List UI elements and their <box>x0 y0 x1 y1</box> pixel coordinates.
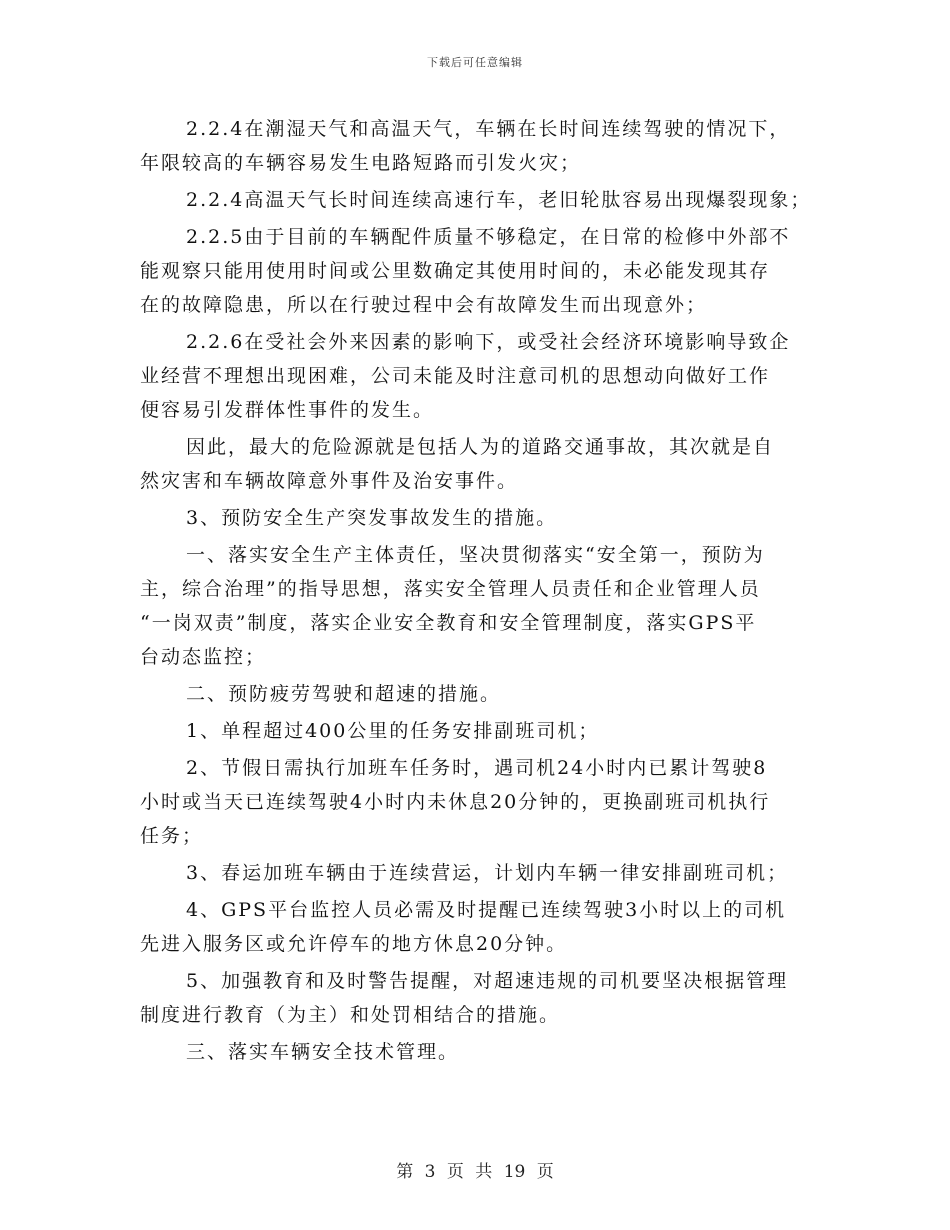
paragraph-line: 3、春运加班车辆由于连续营运，计划内车辆一律安排副班司机； <box>186 862 789 884</box>
paragraph <box>140 1035 830 1069</box>
paragraph <box>140 501 830 535</box>
paragraph-line: 主，综合治理”的指导思想，落实安全管理人员责任和企业管理人员 <box>140 578 761 600</box>
paragraph-line: 因此，最大的危险源就是包括人为的道路交通事故，其次就是自 <box>186 436 775 458</box>
paragraph <box>140 856 830 890</box>
document-body <box>140 112 830 1072</box>
paragraph <box>140 677 830 711</box>
paragraph <box>140 714 830 748</box>
paragraph-line: 任务； <box>140 825 204 847</box>
paragraph-line: 5、加强教育和及时警告提醒，对超速违规的司机要坚决根据管理 <box>186 970 789 992</box>
paragraph-line: 先进入服务区或允许停车的地方休息20分钟。 <box>140 933 568 955</box>
page-number-footer: 第 3 页 共 19 页 <box>396 1162 554 1182</box>
paragraph-line: 3、预防安全生产突发事故发生的措施。 <box>186 507 558 529</box>
paragraph <box>140 112 830 180</box>
paragraph-line: 然灾害和车辆故障意外事件及治安事件。 <box>140 470 519 492</box>
paragraph-line: 一、落实安全生产主体责任，坚决贯彻落实“安全第一，预防为 <box>186 544 765 566</box>
paragraph <box>140 964 830 1032</box>
paragraph-line: 台动态监控； <box>140 646 267 668</box>
paragraph-line: 1、单程超过400公里的任务安排副班司机； <box>186 720 600 742</box>
paragraph-line: 2.2.5由于目前的车辆配件质量不够稳定，在日常的检修中外部不 <box>186 226 791 248</box>
paragraph-line: 三、落实车辆安全技术管理。 <box>186 1041 460 1063</box>
paragraph-line: 2.2.4高温天气长时间连续高速行车，老旧轮肽容易出现爆裂现象； <box>186 189 812 211</box>
paragraph <box>140 183 830 217</box>
paragraph-line: 2.2.4在潮湿天气和高温天气，车辆在长时间连续驾驶的情况下， <box>186 118 791 140</box>
paragraph-line: 2.2.6在受社会外来因素的影响下，或受社会经济环境影响导致企 <box>186 331 791 353</box>
paragraph <box>140 538 830 674</box>
page-header: 下载后可任意编辑 <box>427 56 523 69</box>
paragraph-line: “一岗双责”制度，落实企业安全教育和安全管理制度，落实GPS平 <box>140 612 757 634</box>
paragraph <box>140 430 830 498</box>
paragraph <box>140 220 830 322</box>
paragraph-line: 在的故障隐患，所以在行驶过程中会有故障发生而出现意外； <box>140 294 708 316</box>
paragraph-line: 能观察只能用使用时间或公里数确定其使用时间的，未必能发现其存 <box>140 260 771 282</box>
paragraph-line: 小时或当天已连续驾驶4小时内未休息20分钟的，更换副班司机执行 <box>140 791 771 813</box>
paragraph-line: 业经营不理想出现困难，公司未能及时注意司机的思想动向做好工作 <box>140 365 771 387</box>
paragraph-line: 2、节假日需执行加班车任务时，遇司机24小时内已累计驾驶8 <box>186 757 768 779</box>
paragraph <box>140 751 830 853</box>
paragraph-line: 便容易引发群体性事件的发生。 <box>140 399 435 421</box>
paragraph-line: 年限较高的车辆容易发生电路短路而引发火灾； <box>140 152 582 174</box>
paragraph-line: 制度进行教育（为主）和处罚相结合的措施。 <box>140 1004 561 1026</box>
paragraph <box>140 893 830 961</box>
paragraph <box>140 325 830 427</box>
paragraph-line: 4、GPS平台监控人员必需及时提醒已连续驾驶3小时以上的司机 <box>186 899 787 921</box>
paragraph-line: 二、预防疲劳驾驶和超速的措施。 <box>186 683 502 705</box>
